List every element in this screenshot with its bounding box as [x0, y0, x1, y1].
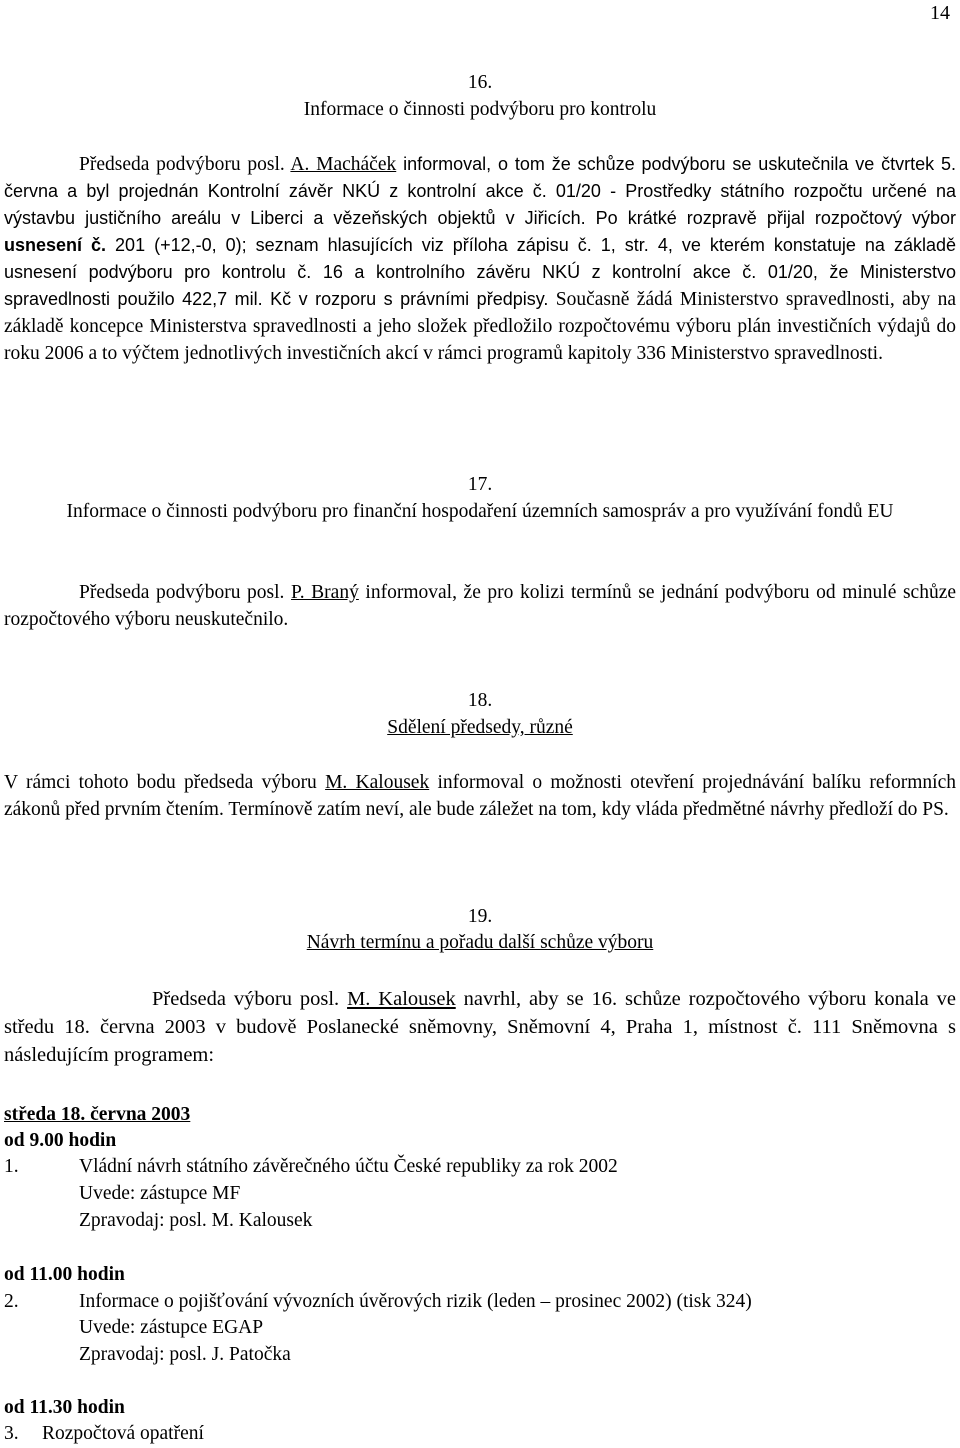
- person-name: M. Kalousek: [347, 988, 456, 1010]
- slot-2-time: od 11.00 hodin: [4, 1264, 125, 1285]
- person-name: M. Kalousek: [325, 772, 430, 793]
- section-17-title: Informace o činnosti podvýboru pro finanční hospodaření územních samospráv a pro využívání fondů EU: [66, 501, 894, 522]
- slot-1-time: od 9.00 hodin: [4, 1130, 117, 1151]
- section-16-number: 16.: [467, 72, 493, 93]
- person-name: A. Macháček: [290, 154, 397, 175]
- document-page: 14 16. Informace o činnosti podvýboru pro kontrolu Předseda podvýboru posl. A. Macháček informoval, o tom že schůze podvýboru se uskutečnila ve čtvrtek 5. června a byl projednán Kontrolní závěr NKÚ z kontrolní akce č. 01/20 - Prostředky státního rozpočtu určené na výstavbu justičního areálu v Liberci a vězeňských objektů v Jiřicích. Po krátké rozpravě přijal rozpočtový výbor usnesení č. 201 (+12,-0, 0); seznam hlasujících viz příloha zápisu č. 1, str. 4, ve kterém konstatuje na základě usnesení podvýboru pro kontrolu č. 16 a kontrolního závěru NKÚ z kontrolní akce č. 01/20, že Ministerstvo spravedlnosti použilo 422,7 mil. Kč v rozporu s právními předpisy. Současně žádá Ministerstvo spravedlnosti, aby na základě koncepce Ministerstva spravedlnosti a jeho složek předložilo rozpočtovému výboru plán investičních výdajů do roku 2006 a to výčtem jednotlivých investičních akcí v rámci programů kapitoly 336 Ministerstvo spravedlnosti. 17. Informace o činnosti podvýboru pro finanční hospodaření územních samospráv a pro využívání fondů EU Předseda podvýboru posl. P. Braný informoval, že pro kolizi termínů se jednání podvýboru od minulé schůze rozpočtového výboru neuskutečnilo. 18. Sdělení předsedy, různé V rámci tohoto bodu předseda výboru M. Kalousek informoval o možnosti otevření projednávání balíku reformních zákonů před prvním čtením. Termínově zatím neví, ale bude záležet na tom, kdy vláda předmětné návrhy předloží do PS. 19. Návrh termínu a pořadu další schůze výboru Předseda výboru posl. M. Kalousek navrhl, aby se 16. schůze rozpočtového výboru konala ve středu 18. června 2003 v budově Poslanecké sněmovny, Sněmovní 4, Praha 1, místnost č. 111 Sněmovna s následujícím programem: středa 18. června 2003 od 9.00 hodin 1. Vládní návrh státního závěrečného účtu České republiky za rok 2002 Uvede: zástupce MF Zpravodaj: posl. M. Kalousek od 11.00 hodin 2. Informace o pojišťování vývozních úvěrových rizik (leden – prosinec 2002) (tisk 324) Uvede: zástupce EGAP Zpravodaj: posl. J. Patočka od 11.30 hodin 3. Rozpočtová opatření: [4, 2, 957, 1444]
- section-18-title: Sdělení předsedy, různé: [387, 717, 573, 738]
- section-18-paragraph: V rámci tohoto bodu předseda výboru M. Kalousek informoval o možnosti otevření projednávání balíku reformních zákonů před prvním čtením. Termínově zatím neví, ale bude záležet na tom, kdy vláda předmětné návrhy předloží do PS.: [4, 772, 956, 820]
- section-18-number: 18.: [467, 690, 493, 711]
- section-16-title: Informace o činnosti podvýboru pro kontrolu: [303, 99, 657, 120]
- person-name: P. Braný: [291, 582, 359, 603]
- section-16-paragraph: Předseda podvýboru posl. A. Macháček informoval, o tom že schůze podvýboru se uskutečnila ve čtvrtek 5. června a byl projednán Kontrolní závěr NKÚ z kontrolní akce č. 01/20 - Prostředky státního rozpočtu určené na výstavbu justičního areálu v Liberci a vězeňských objektů v Jiřicích. Po krátké rozpravě přijal rozpočtový výbor usnesení č. 201 (+12,-0, 0); seznam hlasujících viz příloha zápisu č. 1, str. 4, ve kterém konstatuje na základě usnesení podvýboru pro kontrolu č. 16 a kontrolního závěru NKÚ z kontrolní akce č. 01/20, že Ministerstvo spravedlnosti použilo 422,7 mil. Kč v rozporu s právními předpisy. Současně žádá Ministerstvo spravedlnosti, aby na základě koncepce Ministerstva spravedlnosti a jeho složek předložilo rozpočtovému výboru plán investičních výdajů do roku 2006 a to výčtem jednotlivých investičních akcí v rámci programů kapitoly 336 Ministerstvo spravedlnosti.: [4, 154, 956, 364]
- resolution-label: usnesení č.: [4, 235, 107, 255]
- section-17-number: 17.: [467, 474, 493, 495]
- program-day: středa 18. června 2003: [4, 1104, 191, 1125]
- section-17-paragraph: Předseda podvýboru posl. P. Braný informoval, že pro kolizi termínů se jednání podvýboru od minulé schůze rozpočtového výboru neuskutečnilo.: [4, 582, 957, 630]
- section-19-paragraph: Předseda výboru posl. M. Kalousek navrhl, aby se 16. schůze rozpočtového výboru konala ve středu 18. června 2003 v budově Poslanecké sněmovny, Sněmovní 4, Praha 1, místnost č. 111 Sněmovna s následujícím programem:: [4, 988, 956, 1066]
- section-19-number: 19.: [467, 906, 493, 927]
- section-19-title: Návrh termínu a pořadu další schůze výboru: [306, 932, 654, 953]
- slot-3-time: od 11.30 hodin: [4, 1397, 125, 1418]
- page-number: 14: [930, 2, 950, 24]
